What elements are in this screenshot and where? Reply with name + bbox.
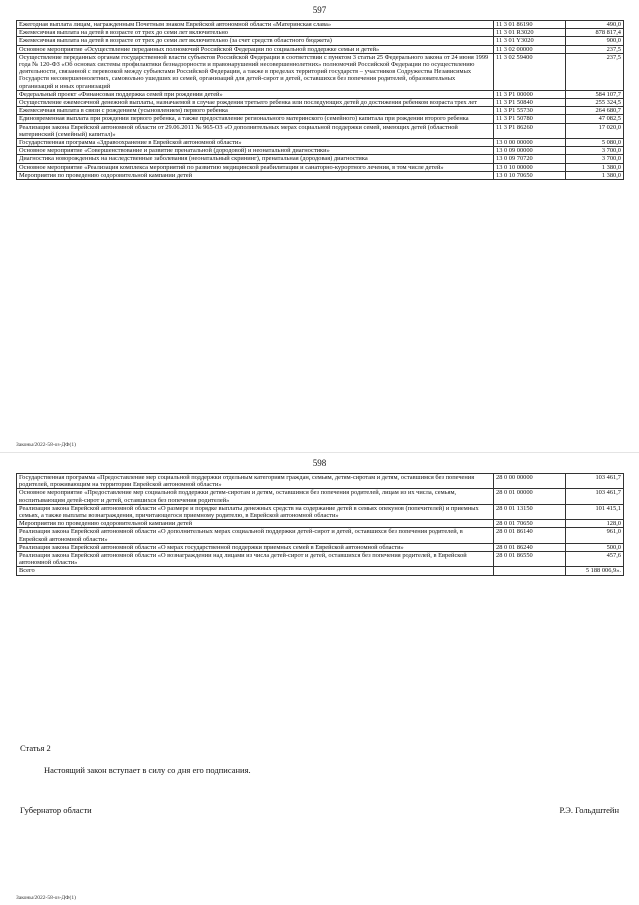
budget-table-598 xyxy=(16,473,624,576)
row-name: Ежемесячная выплата на детей в возрасте от трех до семи лет включительно (за счет средств областного бюджета) xyxy=(17,37,494,45)
row-name: Федеральный проект «Финансовая поддержка семей при рождении детей» xyxy=(17,90,494,98)
row-code: 13 0 00 00000 xyxy=(494,139,566,147)
table-row xyxy=(17,147,624,155)
row-name: Реализация закона Еврейской автономной области от 29.06.2011 № 965-ОЗ «О дополнительных мерах социальной поддержки семей, имеющих детей (областной материнский (семейный) капитал)» xyxy=(17,123,494,138)
table-row xyxy=(17,29,624,37)
table-row xyxy=(17,543,624,551)
row-name: Основное мероприятие «Реализация комплекса мероприятий по развитию медицинской реабилитации и санаторно-курортного лечения, в том числе детей» xyxy=(17,163,494,171)
row-code: 11 3 P1 00000 xyxy=(494,90,566,98)
table-row xyxy=(17,552,624,567)
row-code: 13 0 10 00000 xyxy=(494,163,566,171)
table-row xyxy=(17,21,624,29)
row-code: 11 3 02 00000 xyxy=(494,45,566,53)
row-amount: 878 817,4 xyxy=(566,29,624,37)
page-number: 597 xyxy=(312,5,327,15)
row-name: Основное мероприятие «Осуществление переданных полномочий Российской Федерации по социальной поддержке семьи и детей» xyxy=(17,45,494,53)
governor-label: Губернатор области xyxy=(20,805,92,815)
row-code: 13 0 09 00000 xyxy=(494,147,566,155)
row-name: Основное мероприятие «Предоставление мер социальной поддержки детям-сиротам и детям, оставшимся без попечения родителей, лицам из их числа, семьям, воспитывающим детей-сирот и детей, оставшихся без попечения родителей» xyxy=(17,489,494,504)
table-row xyxy=(17,139,624,147)
row-amount: 490,0 xyxy=(566,21,624,29)
table-row xyxy=(17,520,624,528)
footer-doc-id: Законы/2022-58-оз-ДФ(1) xyxy=(16,442,76,448)
governor-name: Р.Э. Гольдштейн xyxy=(559,805,619,815)
row-amount: 264 680,7 xyxy=(566,107,624,115)
row-name: Реализация закона Еврейской автономной области «О дополнительных мерах социальной поддержки детей-сирот и детей, оставшихся без попечения родителей, в Еврейской автономной области» xyxy=(17,528,494,543)
row-code: 11 3 02 59400 xyxy=(494,53,566,90)
row-code: 28 0 00 00000 xyxy=(494,474,566,489)
row-code: 28 0 01 86240 xyxy=(494,543,566,551)
row-name: Единовременная выплата при рождении первого ребенка, а также предоставление регионального материнского (семейного) капитала при рождении второго ребенка xyxy=(17,115,494,123)
row-code: 28 0 01 86550 xyxy=(494,552,566,567)
page-597 xyxy=(0,0,639,452)
row-amount: 17 020,0 xyxy=(566,123,624,138)
row-code: 11 3 P1 50780 xyxy=(494,115,566,123)
row-name: Основное мероприятие «Совершенствование и развитие пренатальной (дородовой) и неонатальной диагностики» xyxy=(17,147,494,155)
table-row xyxy=(17,45,624,53)
row-code: 11 3 P1 50840 xyxy=(494,99,566,107)
table-row xyxy=(17,37,624,45)
row-name: Ежегодная выплата лицам, награжденным Почетным знаком Еврейской автономной области «Материнская слава» xyxy=(17,21,494,29)
table-row xyxy=(17,474,624,489)
row-name: Реализация закона Еврейской автономной области «О мерах государственной поддержки приемных семей в Еврейской автономной области» xyxy=(17,543,494,551)
row-amount: 1 380,0 xyxy=(566,171,624,179)
row-code: 13 0 10 70650 xyxy=(494,171,566,179)
row-code xyxy=(494,567,566,575)
row-name: Реализация закона Еврейской автономной области «О вознаграждении над лицами из числа детей-сирот и детей, оставшихся без попечения родителей, в Еврейской автономной области» xyxy=(17,552,494,567)
table-row xyxy=(17,163,624,171)
row-amount: 128,0 xyxy=(566,520,624,528)
row-code: 11 3 P1 55730 xyxy=(494,107,566,115)
page-598 xyxy=(0,453,639,905)
row-name: Государственная программа «Предоставление мер социальной поддержки отдельным категориям граждан, семьям, детям-сиротам и детям, оставшимся без попечения родителей, проживающим на территории Еврейской автономной области» xyxy=(17,474,494,489)
article-text: Настоящий закон вступает в силу со дня его подписания. xyxy=(44,765,251,775)
table-row xyxy=(17,53,624,90)
row-amount: 500,0 xyxy=(566,543,624,551)
article-title: Статья 2 xyxy=(20,743,51,753)
row-name: Реализация закона Еврейской автономной области «О размере и порядке выплаты денежных средств на содержание детей в семьях опекунов (попечителей) и приемных семьях, а также выплаты вознаграждения, причитающегося приемному родителю, в Еврейской автономной области» xyxy=(17,504,494,519)
table-row xyxy=(17,99,624,107)
table-row xyxy=(17,567,624,575)
row-amount: 101 415,1 xyxy=(566,504,624,519)
row-amount: 237,5 xyxy=(566,45,624,53)
row-amount: 47 082,5 xyxy=(566,115,624,123)
row-code: 11 3 P1 86260 xyxy=(494,123,566,138)
row-name: Ежемесячная выплата в связи с рождением (усыновлением) первого ребенка xyxy=(17,107,494,115)
table-row xyxy=(17,155,624,163)
row-code: 28 0 01 13150 xyxy=(494,504,566,519)
row-name: Мероприятия по проведению оздоровительной кампании детей xyxy=(17,171,494,179)
table-row xyxy=(17,528,624,543)
row-code: 28 0 01 70650 xyxy=(494,520,566,528)
row-name: Осуществление ежемесячной денежной выплаты, назначаемой в случае рождения третьего ребенка или последующих детей до достижения ребенком возраста трех лет xyxy=(17,99,494,107)
table-row xyxy=(17,489,624,504)
row-name: Диагностика новорожденных на наследственные заболевания (неонатальный скрининг), пренатальная (дородовая) диагностика xyxy=(17,155,494,163)
row-code: 11 3 01 R3020 xyxy=(494,29,566,37)
row-name: Государственная программа «Здравоохранение в Еврейской автономной области» xyxy=(17,139,494,147)
row-name: Осуществление переданных органам государственной власти субъектов Российской Федерации в соответствии с пунктом 3 статьи 25 Федерального закона от 24 июня 1999 года № 120-ФЗ «Об основах системы профилактики безнадзорности и правонарушений несовершеннолетних» полномочий Российской Федерации по осуществлению деятельности, связанной с перевозкой между субъектами Российской Федерации, а также в пределах территорий государств – участников Содружества Независимых Государств несовершеннолетних, самовольно ушедших из семей, организаций для детей-сирот и детей, оставшихся без попечения родителей, образовательных организаций и иных организаций xyxy=(17,53,494,90)
row-amount: 3 700,0 xyxy=(566,147,624,155)
row-amount: 3 700,0 xyxy=(566,155,624,163)
row-amount: 103 461,7 xyxy=(566,474,624,489)
row-amount: 457,6 xyxy=(566,552,624,567)
row-name: Мероприятия по проведению оздоровительной кампании детей xyxy=(17,520,494,528)
budget-table-597 xyxy=(16,20,624,180)
row-amount: 103 461,7 xyxy=(566,489,624,504)
footer-doc-id: Законы/2022-58-оз-ДФ(1) xyxy=(16,895,76,901)
table-row xyxy=(17,123,624,138)
row-amount: 1 380,0 xyxy=(566,163,624,171)
governor-signature-block xyxy=(20,805,619,815)
page-number: 598 xyxy=(312,458,327,468)
table-row xyxy=(17,504,624,519)
row-code: 13 0 09 70720 xyxy=(494,155,566,163)
row-amount: 584 107,7 xyxy=(566,90,624,98)
row-amount: 5 080,0 xyxy=(566,139,624,147)
row-amount: 5 188 006,9». xyxy=(566,567,624,575)
row-amount: 255 324,5 xyxy=(566,99,624,107)
row-amount: 237,5 xyxy=(566,53,624,90)
table-row xyxy=(17,115,624,123)
row-code: 11 3 01 Y3020 xyxy=(494,37,566,45)
row-name: Ежемесячная выплата на детей в возрасте от трех до семи лет включительно xyxy=(17,29,494,37)
row-amount: 961,0 xyxy=(566,528,624,543)
table-row xyxy=(17,107,624,115)
table-row xyxy=(17,171,624,179)
table-row xyxy=(17,90,624,98)
row-name: Всего xyxy=(17,567,494,575)
row-code: 28 0 01 00000 xyxy=(494,489,566,504)
row-code: 28 0 01 86140 xyxy=(494,528,566,543)
row-code: 11 3 01 86190 xyxy=(494,21,566,29)
row-amount: 900,0 xyxy=(566,37,624,45)
